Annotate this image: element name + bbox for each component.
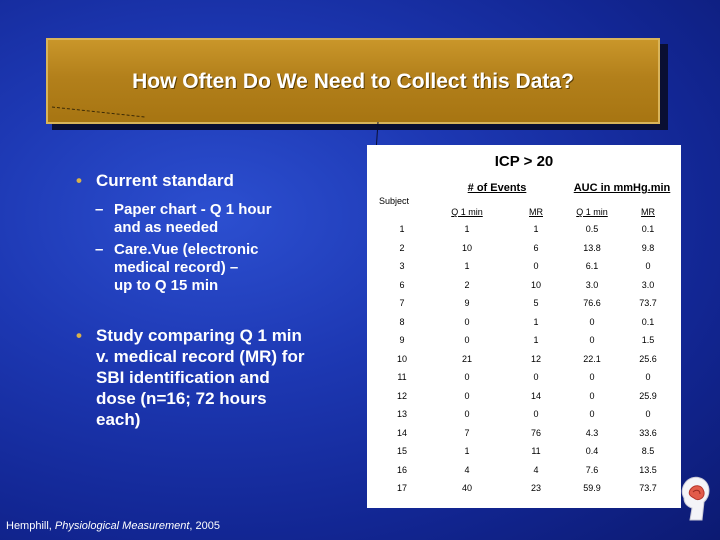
cell-auc-q1min: 0 — [589, 390, 595, 401]
cell-auc-q1min: 4.3 — [585, 427, 599, 438]
header-auc: AUC in mmHg.min — [573, 182, 671, 194]
cell-auc-mr: 73.7 — [639, 483, 657, 493]
cell-auc-mr: 13.5 — [639, 464, 657, 475]
cell-auc-q1min: 6.1 — [585, 261, 599, 271]
cell-subject: 8 — [399, 316, 405, 327]
bullet-line: SBI identification and — [96, 368, 270, 387]
cell-auc-mr: 73.7 — [639, 298, 657, 308]
subheader-events-q1min: Q 1 min — [451, 207, 483, 217]
cell-events-q1min: 0 — [464, 409, 470, 419]
cell-auc-q1min: 0.4 — [585, 446, 599, 456]
slide-title: How Often Do We Need to Collect this Data? — [132, 70, 574, 93]
cell-auc-q1min: 13.8 — [583, 242, 601, 253]
cell-events-q1min: 4 — [464, 464, 470, 475]
cell-events-mr: 14 — [530, 390, 541, 401]
cell-subject: 1 — [399, 224, 405, 234]
cell-events-mr: 0 — [533, 409, 539, 419]
cell-subject: 2 — [399, 242, 405, 253]
cell-subject: 13 — [396, 409, 407, 419]
cell-events-q1min: 21 — [461, 353, 472, 364]
header-subject: Subject — [379, 196, 410, 206]
cell-auc-mr: 0 — [645, 372, 651, 382]
subbullet-carevue — [76, 241, 366, 295]
cell-auc-mr: 1.5 — [641, 335, 655, 345]
cell-events-q1min: 2 — [464, 279, 470, 290]
sub-marker: – — [95, 241, 104, 258]
cell-events-mr: 11 — [531, 446, 541, 456]
cell-auc-q1min: 7.6 — [585, 464, 599, 475]
cell-auc-mr: 33.6 — [639, 427, 657, 438]
table-title: ICP > 20 — [494, 153, 554, 170]
cell-auc-q1min: 0 — [589, 372, 595, 382]
brain-logo-icon — [674, 468, 714, 528]
cell-events-mr: 1 — [533, 316, 539, 327]
cell-auc-mr: 0 — [645, 261, 651, 271]
cell-subject: 10 — [396, 353, 407, 364]
cell-events-mr: 1 — [533, 224, 539, 234]
cell-events-mr: 4 — [533, 464, 539, 475]
subbullet-line: Paper chart - Q 1 hour — [114, 201, 272, 218]
cell-auc-mr: 9.8 — [641, 242, 655, 253]
citation — [6, 520, 220, 532]
cell-events-q1min: 0 — [464, 390, 470, 401]
cell-events-q1min: 10 — [461, 242, 472, 253]
cell-events-q1min: 1 — [464, 224, 470, 234]
bullet-list — [76, 170, 366, 430]
cell-auc-q1min: 0 — [589, 316, 595, 327]
subheader-auc-q1min: Q 1 min — [576, 207, 608, 217]
cell-events-q1min: 0 — [464, 335, 470, 345]
cell-events-mr: 1 — [533, 335, 539, 345]
cell-events-q1min: 7 — [464, 427, 470, 438]
cell-auc-mr: 3.0 — [641, 279, 655, 290]
cell-auc-q1min: 59.9 — [583, 483, 601, 493]
cell-subject: 15 — [396, 446, 407, 456]
cell-auc-mr: 8.5 — [641, 446, 655, 456]
bullet-marker: • — [76, 326, 82, 345]
cell-events-mr: 0 — [533, 372, 539, 382]
cell-events-q1min: 9 — [464, 298, 470, 308]
subbullet-paper-chart — [76, 201, 366, 237]
cell-events-mr: 5 — [533, 298, 539, 308]
bullet-line: each) — [96, 410, 141, 429]
cell-events-mr: 6 — [533, 242, 539, 253]
cell-subject: 3 — [399, 261, 405, 271]
bullet-line: v. medical record (MR) for — [96, 347, 305, 366]
cell-subject: 11 — [397, 372, 407, 382]
cell-events-q1min: 0 — [464, 372, 470, 382]
cell-auc-mr: 25.9 — [639, 390, 657, 401]
icp-data-table — [367, 145, 681, 508]
cell-auc-q1min: 0 — [589, 335, 595, 345]
cell-events-mr: 12 — [530, 353, 541, 364]
bullet-line: dose (n=16; 72 hours — [96, 389, 267, 408]
cell-auc-mr: 0.1 — [641, 224, 655, 234]
subheader-events-mr: MR — [529, 207, 543, 217]
cell-auc-mr: 0 — [645, 409, 651, 419]
cell-events-mr: 76 — [530, 427, 541, 438]
header-events: # of Events — [467, 182, 527, 194]
bullet-study — [76, 325, 366, 430]
cell-subject: 16 — [396, 464, 407, 475]
cell-events-q1min: 1 — [464, 446, 470, 456]
bullet-text: Current standard — [96, 171, 234, 190]
cell-events-mr: 23 — [530, 483, 541, 493]
cell-events-q1min: 0 — [464, 316, 470, 327]
citation-journal: Physiological Measurement — [54, 520, 190, 532]
subbullet-line: medical record) – — [114, 259, 239, 276]
cell-auc-q1min: 0 — [589, 409, 595, 419]
cell-events-q1min: 1 — [464, 261, 470, 271]
sub-marker: – — [95, 201, 104, 218]
citation-year: , 2005 — [189, 520, 221, 532]
cell-auc-q1min: 22.1 — [583, 353, 601, 364]
cell-subject: 6 — [399, 279, 405, 290]
cell-auc-q1min: 76.6 — [583, 298, 601, 308]
subbullet-line: Care.Vue (electronic — [114, 241, 259, 258]
cell-events-mr: 10 — [530, 279, 541, 290]
cell-subject: 7 — [399, 298, 405, 308]
subbullet-line: up to Q 15 min — [114, 277, 219, 294]
cell-subject: 12 — [396, 390, 407, 401]
cell-subject: 14 — [396, 427, 407, 438]
subbullet-line: and as needed — [114, 219, 219, 236]
cell-events-q1min: 40 — [461, 483, 472, 493]
cell-auc-q1min: 0.5 — [585, 224, 599, 234]
citation-author: Hemphill, — [6, 520, 55, 532]
bullet-line: Study comparing Q 1 min — [96, 326, 302, 345]
cell-subject: 9 — [399, 335, 405, 345]
cell-auc-mr: 0.1 — [641, 316, 655, 327]
cell-auc-mr: 25.6 — [639, 353, 657, 364]
bullet-marker: • — [76, 171, 82, 190]
cell-auc-q1min: 3.0 — [585, 279, 599, 290]
cell-events-mr: 0 — [533, 261, 539, 271]
subheader-auc-mr: MR — [641, 207, 655, 217]
cell-subject: 17 — [396, 483, 407, 493]
bullet-current-standard — [76, 170, 366, 191]
